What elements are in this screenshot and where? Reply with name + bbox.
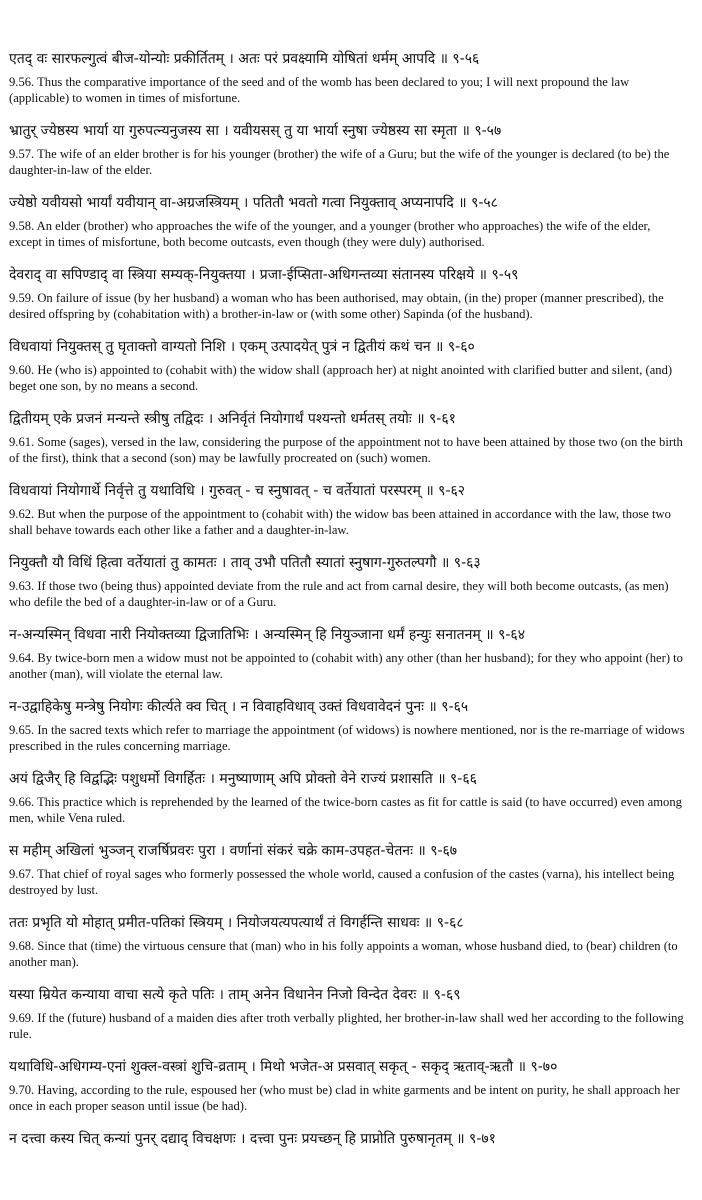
sanskrit-verse: स महीम् अखिलां भुञ्जन् राजर्षिप्रवरः पुरा । वर्णानां संकरं चक्रे काम-उपहत-चेतनः ॥ ९-६७	[9, 843, 458, 859]
sanskrit-verse: यथाविधि-अधिगम्य-एनां शुक्ल-वस्त्रां शुचि-व्रताम् । मिथो भजेत-अ प्रसवात् सकृत् - सकृद् ऋताव्-ऋतौ ॥ ९-७०	[9, 1059, 558, 1075]
sanskrit-verse: न-उद्वाहिकेषु मन्त्रेषु नियोगः कीर्त्यते क्व चित् । न विवाहविधाव् उक्तं विधवावेदनं पुनः ॥ ९-६५	[9, 699, 469, 715]
sanskrit-verse: अयं द्विजैर् हि विद्वद्भिः पशुधर्मो विगर्हितः । मनुष्याणाम् अपि प्रोक्तो वेने राज्यं प्रशासति ॥ ९-६६	[9, 771, 477, 787]
verse-9-69	[9, 986, 686, 1042]
sanskrit-verse: द्वितीयम् एके प्रजनं मन्यन्ते स्त्रीषु तद्विदः । अनिर्वृतं नियोगार्थं पश्यन्तो धर्मतस् तयोः ॥ ९-६१	[9, 411, 456, 427]
verse-9-68	[9, 914, 686, 970]
verse-9-59	[9, 266, 686, 322]
english-translation: 9.68. Since that (time) the virtuous censure that (man) who in his folly appoints a woman, whose husband died, to (bear) children (to another man).	[9, 939, 678, 969]
english-translation: 9.58. An elder (brother) who approaches the wife of the younger, and a younger (brother who approaches) the wife of the elder, except in times of misfortune, both become outcasts, even though (they were duly) authorised.	[9, 219, 651, 249]
sanskrit-verse: देवराद् वा सपिण्डाद् वा स्त्रिया सम्यक्-नियुक्तया । प्रजा-ईप्सिता-अधिगन्तव्या संतानस्य परिक्षये ॥ ९-५९	[9, 267, 519, 283]
english-translation: 9.67. That chief of royal sages who formerly possessed the whole world, caused a confusion of the castes (varna), his intellect being destroyed by lust.	[9, 867, 675, 897]
verse-9-58	[9, 194, 686, 250]
sanskrit-verse: न-अन्यस्मिन् विधवा नारी नियोक्तव्या द्विजातिभिः । अन्यस्मिन् हि नियुञ्जाना धर्मं हन्युः सनातनम् ॥ ९-६४	[9, 627, 525, 643]
english-translation: 9.59. On failure of issue (by her husband) a woman who has been authorised, may obtain, (in the) proper (manner prescribed), the desired offspring by (cohabitation with) a brother-in-law or (with some other) Sapinda (of the husband).	[9, 291, 664, 321]
english-translation: 9.56. Thus the comparative importance of the seed and of the womb has been declared to you; I will next propound the law (applicable) to women in times of misfortune.	[9, 75, 630, 105]
sanskrit-verse: ततः प्रभृति यो मोहात् प्रमीत-पतिकां स्त्रियम् । नियोजयत्यपत्यार्थं तं विगर्हन्ति साधवः ॥ ९-६८	[9, 915, 464, 931]
verse-9-70	[9, 1058, 686, 1114]
english-translation: 9.60. He (who is) appointed to (cohabit with) the widow shall (approach her) at night anointed with clarified butter and silent, (and) beget one son, by no means a second.	[9, 363, 673, 393]
verse-9-60	[9, 338, 686, 394]
english-translation: 9.69. If the (future) husband of a maiden dies after troth verbally plighted, her brother-in-law shall wed her according to the following rule.	[9, 1011, 684, 1041]
english-translation: 9.64. By twice-born men a widow must not be appointed to (cohabit with) any other (than her husband); for they who appoint (her) to another (man), will violate the eternal law.	[9, 651, 683, 681]
english-translation: 9.63. If those two (being thus) appointed deviate from the rule and act from carnal desire, they will both become outcasts, (as men) who defile the bed of a daughter-in-law or of a Guru.	[9, 579, 669, 609]
sanskrit-verse: नियुक्तौ यौ विधिं हित्वा वर्तेयातां तु कामतः । ताव् उभौ पतितौ स्यातां स्नुषाग-गुरुतल्पगौ ॥ ९-६३	[9, 555, 481, 571]
english-translation: 9.62. But when the purpose of the appointment to (cohabit with) the widow bas been attained in accordance with the law, those two shall behave towards each other like a father and a daughter-in-law.	[9, 507, 671, 537]
sanskrit-verse: भ्रातुर् ज्येष्ठस्य भार्या या गुरुपत्न्यनुजस्य सा । यवीयसस् तु या भार्या स्नुषा ज्येष्ठस्य सा स्मृता ॥ ९-५७	[9, 123, 502, 139]
verse-9-61	[9, 410, 686, 466]
english-translation: 9.65. In the sacred texts which refer to marriage the appointment (of widows) is nowhere mentioned, nor is the re-marriage of widows prescribed in the rules concerning marriage.	[9, 723, 685, 753]
sanskrit-verse: एतद् वः सारफल्गुत्वं बीज-योन्योः प्रकीर्तितम् । अतः परं प्रवक्ष्यामि योषितां धर्मम् आपदि ॥ ९-५६	[9, 51, 480, 67]
english-translation: 9.70. Having, according to the rule, espoused her (who must be) clad in white garments and be intent on purity, he shall approach her once in each proper season until issue (be had).	[9, 1083, 680, 1113]
verse-9-56	[9, 50, 686, 106]
verse-9-71	[9, 1130, 686, 1149]
verse-9-67	[9, 842, 686, 898]
sanskrit-verse: विधवायां नियुक्तस् तु घृताक्तो वाग्यतो निशि । एकम् उत्पादयेत् पुत्रं न द्वितीयं कथं चन ॥ ९-६०	[9, 339, 475, 355]
english-translation: 9.57. The wife of an elder brother is for his younger (brother) the wife of a Guru; but the wife of the younger is declared (to be) the daughter-in-law of the elder.	[9, 147, 670, 177]
sanskrit-verse: विधवायां नियोगार्थे निर्वृत्ते तु यथाविधि । गुरुवत् - च स्नुषावत् - च वर्तेयातां परस्परम् ॥ ९-६२	[9, 483, 466, 499]
verse-9-62	[9, 482, 686, 538]
english-translation: 9.61. Some (sages), versed in the law, considering the purpose of the appointment not to have been attained by those two (on the birth of the first), think that a second (son) may be lawfully procreated on (such) women.	[9, 435, 683, 465]
verse-9-64	[9, 626, 686, 682]
sanskrit-verse: ज्येष्ठो यवीयसो भार्यां यवीयान् वा-अग्रजस्त्रियम् । पतितौ भवतो गत्वा नियुक्ताव् अप्यनापदि ॥ ९-५८	[9, 195, 498, 211]
verse-9-63	[9, 554, 686, 610]
english-translation: 9.66. This practice which is reprehended by the learned of the twice-born castes as fit for cattle is said (to have occurred) even among men, while Vena ruled.	[9, 795, 682, 825]
verse-9-66	[9, 770, 686, 826]
verse-9-65	[9, 698, 686, 754]
verse-9-57	[9, 122, 686, 178]
sanskrit-verse: यस्या म्रियेत कन्याया वाचा सत्ये कृते पतिः । ताम् अनेन विधानेन निजो विन्देत देवरः ॥ ९-६९	[9, 987, 461, 1003]
sanskrit-verse: न दत्त्वा कस्य चित् कन्यां पुनर् दद्याद् विचक्षणः । दत्त्वा पुनः प्रयच्छन् हि प्राप्नोति पुरुषानृतम् ॥ ९-७१	[9, 1131, 496, 1147]
